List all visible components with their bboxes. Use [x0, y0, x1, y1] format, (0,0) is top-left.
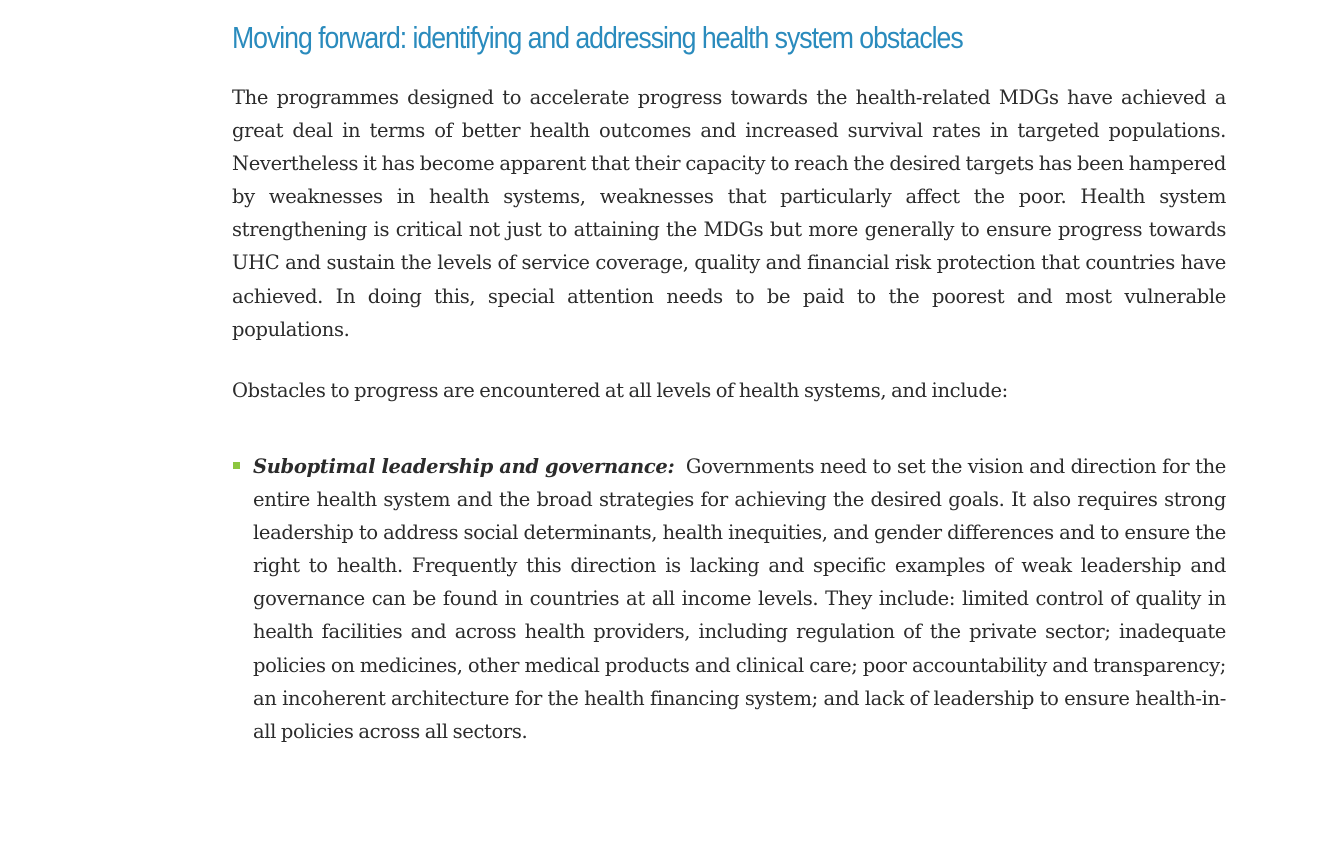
section-heading: Moving forward: identifying and addressing health system obstacles	[232, 20, 963, 55]
intro-paragraph: The programmes designed to accelerate progress towards the health-related MDGs have achieved a great deal in terms of better health outcomes and increased survival rates in targeted populations. Nevertheless it has become apparent that their capacity to reach the desired targets has been hampered by weaknesses in health systems, weaknesses that particularly affect the poor. Health system strengthening is critical not just to attaining the MDGs but more generally to ensure progress towards UHC and sustain the levels of service coverage, quality and financial risk protection that countries have achieved. In doing this, special attention needs to be paid to the poorest and most vulnerable populations.	[232, 86, 1226, 341]
obstacles-intro-paragraph: Obstacles to progress are encountered at all levels of health systems, and include:	[232, 379, 1008, 402]
square-bullet-icon	[233, 462, 240, 469]
list-item-term: Suboptimal leadership and governance:	[253, 455, 675, 478]
list-item-body: Governments need to set the vision and direction for the entire health system and the broad strategies for achieving the desired goals. It also requires strong leadership to address social determinants, health inequities, and gender differences and to ensure the right to health. Frequently this direction is lacking and specific examples of weak leadership and governance can be found in countries at all income levels. They include: limited control of quality in health facilities and across health providers, including regulation of the private sector; inadequate policies on medicines, other medical products and clinical care; poor accountability and transparency; an incoherent architecture for the health financing system; and lack of leadership to ensure health-in-all policies across all sectors.	[253, 455, 1226, 743]
obstacles-list	[232, 450, 1226, 748]
list-item	[232, 450, 1226, 748]
list-item-text	[253, 450, 1226, 748]
